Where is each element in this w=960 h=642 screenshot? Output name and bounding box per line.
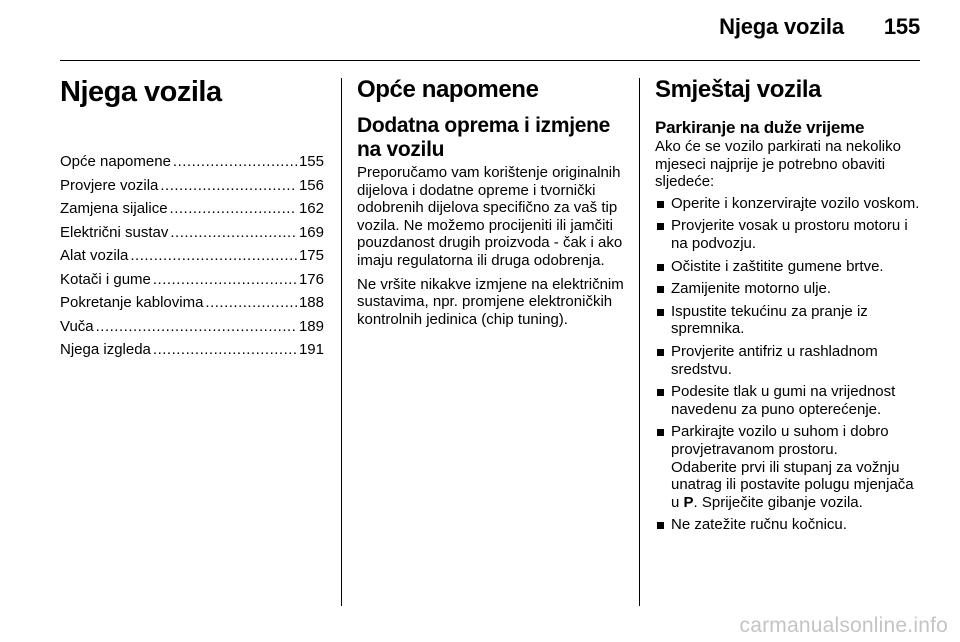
square-bullet-icon bbox=[657, 223, 664, 230]
toc-column bbox=[60, 74, 324, 362]
running-header-title: Njega vozila bbox=[719, 14, 844, 39]
list-item: Očistite i zaštitite gumene brtve. bbox=[655, 258, 925, 276]
chapter-title: Njega vozila bbox=[60, 76, 222, 108]
toc-item-label: Kotači i gume bbox=[60, 270, 151, 288]
toc-leader bbox=[130, 244, 297, 268]
square-bullet-icon bbox=[657, 286, 664, 293]
list-item-continuation: Odaberite prvi ili stupanj za vožnju unatrag ili postavite polugu mjenjača u bbox=[671, 458, 914, 511]
toc-leader bbox=[170, 221, 297, 245]
square-bullet-icon bbox=[657, 389, 664, 396]
toc-item-page: 191 bbox=[298, 341, 324, 358]
toc-item-page: 155 bbox=[298, 153, 324, 170]
toc-item[interactable] bbox=[60, 338, 324, 362]
list-item: Provjerite antifriz u rashladnom sredstvu. bbox=[655, 343, 925, 378]
page-number: 155 bbox=[883, 14, 920, 39]
subsection-title-long-term-parking: Parkiranje na duže vrijeme bbox=[655, 118, 865, 137]
toc-item-page: 169 bbox=[298, 223, 324, 241]
list-item: Parkirajte vozilo u suhom i dobro provjetravanom prostoru. Odaberite prvi ili stupanj za vožnju unatrag ili postavite polugu mjenjača u P. Spriječite gibanje vozila. bbox=[655, 423, 925, 511]
toc-item-page: 162 bbox=[298, 200, 324, 217]
toc-leader bbox=[96, 315, 297, 339]
toc-item-label: Zamjena sijalice bbox=[60, 200, 168, 217]
toc-item-page: 176 bbox=[298, 270, 324, 288]
running-header bbox=[719, 14, 920, 40]
header-rule bbox=[60, 60, 920, 61]
toc-list bbox=[60, 150, 324, 362]
section-title-storage: Smještaj vozila bbox=[655, 76, 822, 103]
toc-item[interactable] bbox=[60, 291, 324, 315]
column-divider-1 bbox=[341, 78, 342, 606]
toc-leader bbox=[153, 268, 297, 292]
subsection-title-accessories: Dodatna oprema i izmjene na vozilu bbox=[357, 114, 611, 161]
toc-item[interactable] bbox=[60, 221, 324, 245]
section-title-general: Opće napomene bbox=[357, 76, 539, 103]
toc-item[interactable] bbox=[60, 315, 324, 339]
list-item: Operite i konzervirajte vozilo voskom. bbox=[655, 195, 925, 213]
paragraph: Preporučamo vam korištenje originalnih dijelova i dodatne opreme i tvornički odobrenih dijelova specifično za vaš tip vozila. Ne možemo procijeniti ili jamčiti pouzdanost drugih proizvoda - čak i ako imaju regulatorna ili druga odobrenja. bbox=[357, 164, 623, 269]
storage-checklist bbox=[655, 195, 925, 534]
vehicle-storage-column bbox=[655, 74, 925, 539]
toc-item-page: 175 bbox=[298, 247, 324, 264]
square-bullet-icon bbox=[657, 522, 664, 529]
list-item: Ne zatežite ručnu kočnicu. bbox=[655, 516, 925, 534]
square-bullet-icon bbox=[657, 201, 664, 208]
list-item: Ispustite tekućinu za pranje iz spremnika. bbox=[655, 303, 925, 338]
toc-leader bbox=[170, 197, 297, 221]
column-divider-2 bbox=[639, 78, 640, 606]
toc-item-page: 189 bbox=[298, 317, 324, 335]
toc-leader bbox=[173, 150, 297, 174]
toc-item-page: 156 bbox=[298, 176, 324, 194]
toc-leader bbox=[153, 338, 297, 362]
toc-item-label: Pokretanje kablovima bbox=[60, 294, 204, 311]
square-bullet-icon bbox=[657, 349, 664, 356]
toc-item-label: Alat vozila bbox=[60, 247, 129, 264]
square-bullet-icon bbox=[657, 264, 664, 271]
toc-item[interactable] bbox=[60, 197, 324, 221]
list-item: Podesite tlak u gumi na vrijednost navedenu za puno opterećenje. bbox=[655, 383, 925, 418]
toc-item-label: Provjere vozila bbox=[60, 176, 159, 194]
toc-item-label: Njega izgleda bbox=[60, 341, 151, 358]
list-item: Provjerite vosak u prostoru motoru i na podvozju. bbox=[655, 217, 925, 252]
square-bullet-icon bbox=[657, 309, 664, 316]
toc-item[interactable] bbox=[60, 244, 324, 268]
toc-item[interactable] bbox=[60, 174, 324, 198]
square-bullet-icon bbox=[657, 429, 664, 436]
toc-leader bbox=[205, 291, 297, 315]
general-notes-column bbox=[357, 74, 625, 334]
list-item: Zamijenite motorno ulje. bbox=[655, 280, 925, 298]
toc-leader bbox=[160, 174, 297, 198]
toc-item-page: 188 bbox=[298, 294, 324, 311]
paragraph: Ne vršite nikakve izmjene na električnim sustavima, npr. promjene elektroničkih kontrolnih jedinica (chip tuning). bbox=[357, 275, 624, 328]
toc-item-label: Električni sustav bbox=[60, 223, 169, 241]
toc-item-label: Vuča bbox=[60, 317, 94, 335]
gear-p-label: P bbox=[683, 493, 694, 511]
toc-item[interactable] bbox=[60, 150, 324, 174]
toc-item[interactable] bbox=[60, 268, 324, 292]
watermark: carmanualsonline.info bbox=[739, 614, 948, 637]
intro-paragraph: Ako će se vozilo parkirati na nekoliko mjeseci najprije je potrebno obaviti sljedeće: bbox=[655, 138, 901, 191]
toc-item-label: Opće napomene bbox=[60, 153, 171, 170]
